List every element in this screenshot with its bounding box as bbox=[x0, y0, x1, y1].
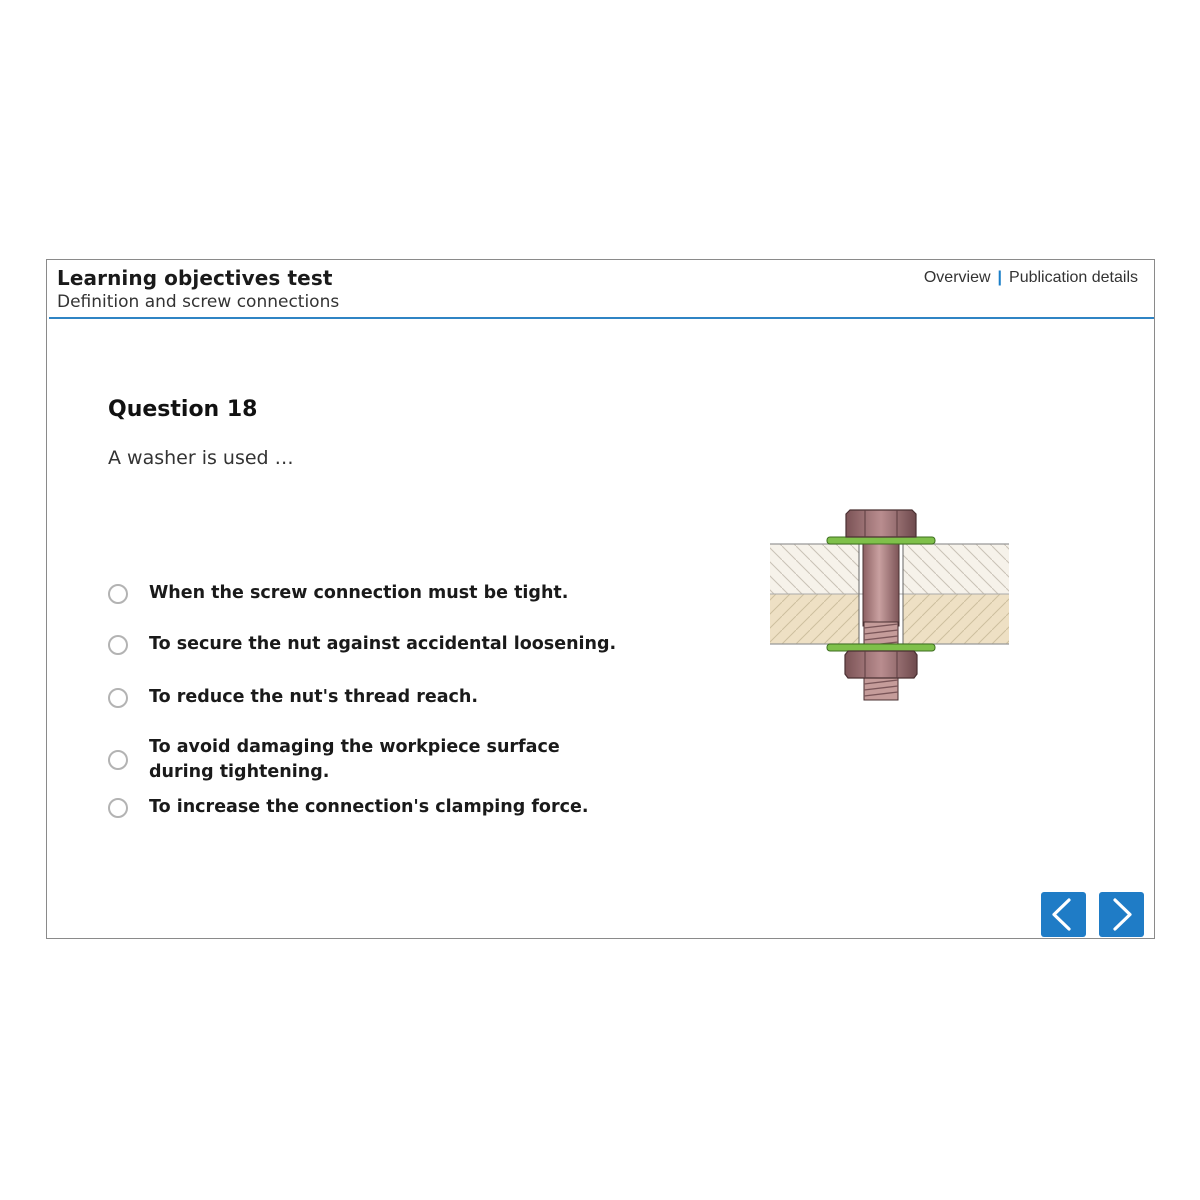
radio-button[interactable] bbox=[108, 584, 128, 604]
page-title: Learning objectives test bbox=[57, 266, 333, 290]
answer-option[interactable] bbox=[108, 632, 619, 657]
header-divider bbox=[49, 317, 1154, 319]
answer-option[interactable] bbox=[108, 685, 619, 710]
question-title: Question 18 bbox=[108, 397, 258, 422]
previous-button[interactable] bbox=[1041, 892, 1086, 937]
answer-option[interactable] bbox=[108, 735, 619, 785]
chevron-left-icon bbox=[1041, 892, 1086, 937]
overview-link[interactable]: Overview bbox=[923, 269, 991, 286]
answer-option[interactable] bbox=[108, 795, 619, 820]
quiz-window bbox=[46, 259, 1155, 939]
top-navigation bbox=[924, 269, 1138, 287]
radio-button[interactable] bbox=[108, 635, 128, 655]
chevron-right-icon bbox=[1099, 892, 1144, 937]
radio-button[interactable] bbox=[108, 688, 128, 708]
publication-details-link[interactable]: Publication details bbox=[1009, 269, 1138, 286]
answer-label: To avoid damaging the workpiece surface during tightening. bbox=[149, 737, 560, 782]
answer-label: To reduce the nut's thread reach. bbox=[149, 687, 479, 707]
nav-separator: | bbox=[997, 269, 1003, 286]
answer-label: To secure the nut against accidental loosening. bbox=[149, 634, 617, 654]
bolt-washer-illustration bbox=[768, 504, 1012, 704]
radio-button[interactable] bbox=[108, 750, 128, 770]
answer-label: To increase the connection's clamping force. bbox=[149, 797, 589, 817]
radio-button[interactable] bbox=[108, 798, 128, 818]
next-button[interactable] bbox=[1099, 892, 1144, 937]
page-subtitle: Definition and screw connections bbox=[57, 292, 340, 312]
question-text: A washer is used … bbox=[108, 447, 294, 469]
bolt-washer-cross-section-illustration bbox=[768, 504, 1012, 704]
answer-label: When the screw connection must be tight. bbox=[149, 583, 569, 603]
header bbox=[47, 260, 1154, 320]
answer-option[interactable] bbox=[108, 581, 619, 606]
